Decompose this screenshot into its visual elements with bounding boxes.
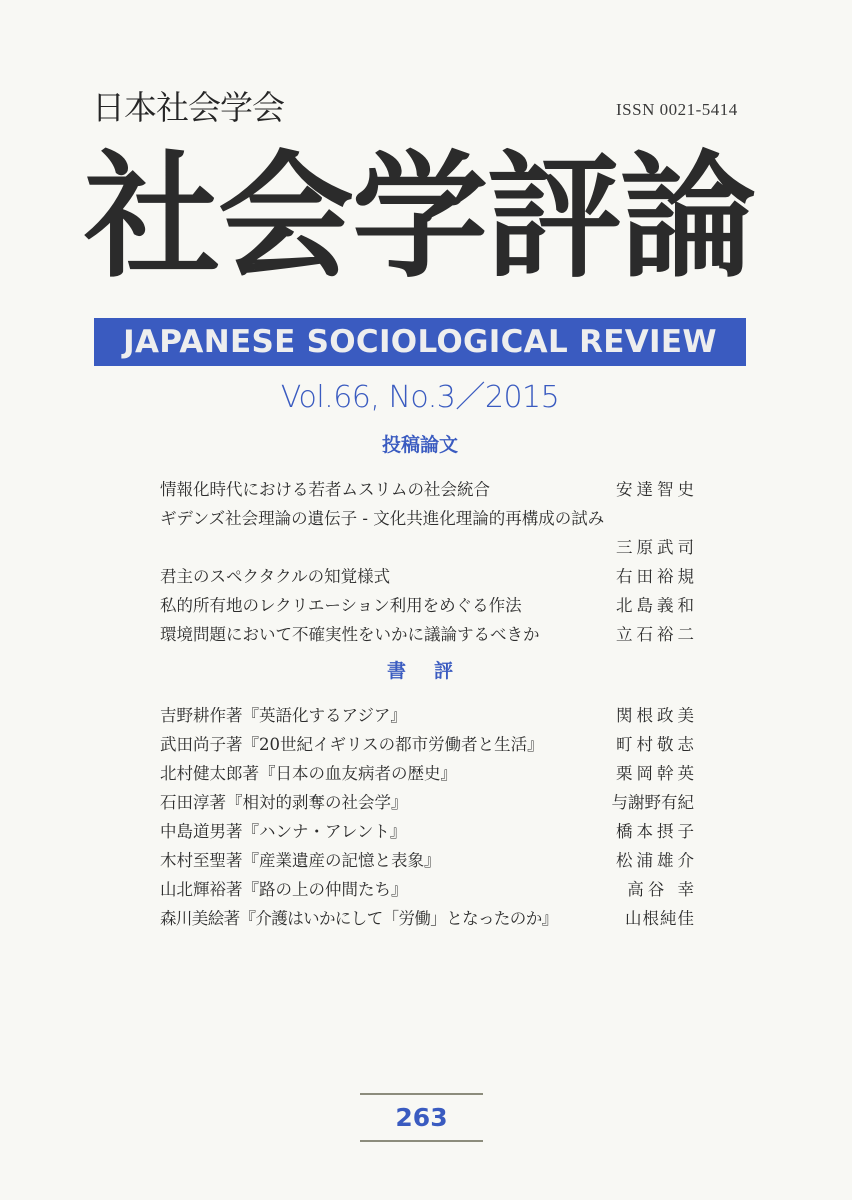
toc-entry xyxy=(160,591,698,620)
volume-issue-year: Vol.66, No.3／2015 xyxy=(280,380,560,415)
toc-entry xyxy=(160,504,694,533)
issn-number: ISSN 0021-5414 xyxy=(616,100,738,119)
article-title: 環境問題において不確実性をいかに議論するべきか xyxy=(160,625,540,644)
toc-entry xyxy=(160,846,698,875)
publisher-name: 日本社会学会 xyxy=(92,88,284,127)
review-author: 山根純佳 xyxy=(625,909,695,928)
toc-entry xyxy=(160,701,698,730)
review-title: 森川美絵著『介護はいかにして「労働」となったのか』 xyxy=(160,909,558,928)
english-title-band xyxy=(94,318,746,366)
review-title: 山北輝裕著『路の上の仲間たち』 xyxy=(160,880,408,899)
article-author: 北島義和 xyxy=(616,596,698,615)
section-heading-book-reviews: 書評 xyxy=(386,660,481,682)
review-title: 北村健太郎著『日本の血友病者の歴史』 xyxy=(160,764,457,783)
submitted-papers-list xyxy=(160,475,698,649)
review-author: 高谷 幸 xyxy=(627,880,698,899)
toc-entry xyxy=(160,620,698,649)
article-author: 立石裕二 xyxy=(616,625,698,644)
article-author: 安達智史 xyxy=(616,480,698,499)
section-heading-submitted-papers: 投稿論文 xyxy=(381,434,458,456)
review-author: 与謝野有紀 xyxy=(611,793,694,812)
review-title: 石田淳著『相対的剥奪の社会学』 xyxy=(160,793,408,812)
article-title: 情報化時代における若者ムスリムの社会統合 xyxy=(160,480,490,499)
review-title: 武田尚子著『20世紀イギリスの都市労働者と生活』 xyxy=(160,735,544,754)
review-author: 町村敬志 xyxy=(616,735,698,754)
toc-entry xyxy=(160,533,698,562)
toc-entry xyxy=(160,730,698,759)
review-author: 栗岡幹英 xyxy=(616,764,698,783)
toc-entry xyxy=(160,788,694,817)
article-author: 右田裕規 xyxy=(616,567,698,586)
toc-entry xyxy=(160,904,694,933)
review-author: 松浦雄介 xyxy=(616,851,698,870)
review-title: 木村至聖著『産業遺産の記憶と表象』 xyxy=(160,851,441,870)
journal-title-japanese: 社会学評論 xyxy=(84,137,754,297)
toc-entry xyxy=(160,759,698,788)
review-title: 吉野耕作著『英語化するアジア』 xyxy=(160,706,407,725)
issue-number: 263 xyxy=(395,1103,448,1132)
article-title: ギデンズ社会理論の遺伝子 - 文化共進化理論的再構成の試み xyxy=(160,509,605,528)
toc-entry xyxy=(160,875,698,904)
article-title: 君主のスペクタクルの知覚様式 xyxy=(160,567,391,586)
toc-entry xyxy=(160,817,698,846)
review-author: 関根政美 xyxy=(616,706,698,725)
toc-entry xyxy=(160,562,698,591)
article-author: 三原武司 xyxy=(616,538,698,557)
review-author: 橋本摂子 xyxy=(616,822,698,841)
book-reviews-list xyxy=(160,701,698,933)
journal-title-english: JAPANESE SOCIOLOGICAL REVIEW xyxy=(123,324,717,360)
toc-entry xyxy=(160,475,698,504)
article-title: 私的所有地のレクリエーション利用をめぐる作法 xyxy=(160,596,522,615)
review-title: 中島道男著『ハンナ・アレント』 xyxy=(160,822,407,841)
issue-number-block xyxy=(360,1093,483,1142)
divider-bottom xyxy=(360,1140,483,1142)
